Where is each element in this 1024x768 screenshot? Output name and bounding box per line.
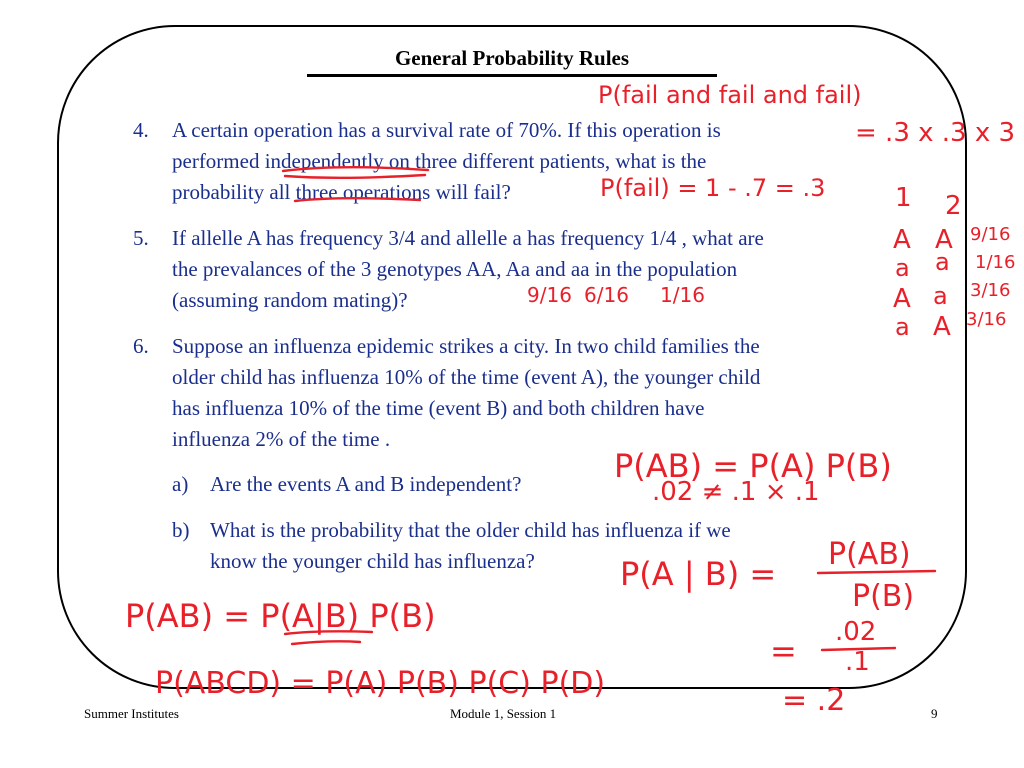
ink-cond-eq1: = (770, 632, 797, 670)
subitem-label-b: b) (172, 518, 190, 542)
item-number-5: 5. (133, 226, 149, 250)
ink-cond-result: = .2 (782, 683, 846, 718)
ink-q4-top: P(fail and fail and fail) (598, 81, 862, 109)
ink-col2: 2 (945, 191, 962, 221)
ink-cond-den: P(B) (852, 579, 915, 614)
ink-q4-product: = .3 x .3 x 3 (855, 118, 1016, 148)
q4-line-2: performed independently on three different patients, what is the (172, 149, 707, 173)
q5-line-1: If allelle A has frequency 3/4 and allelle a has frequency 1/4 , what are (172, 226, 764, 250)
q4-line-3: probability all three operations will fail? (172, 180, 511, 204)
ink-row1-a: A (893, 225, 911, 255)
q5-line-2: the prevalances of the 3 genotypes AA, Aa and aa in the population (172, 257, 738, 281)
q4-line-1: A certain operation has a survival rate of 70%. If this operation is (172, 118, 721, 142)
subitem-label-a: a) (172, 472, 189, 496)
ink-col1: 1 (895, 183, 912, 213)
q6-line-3: has influenza 10% of the time (event B) and both children have (172, 396, 705, 420)
ink-mult-rule: P(AB) = P(A|B) P(B) (125, 597, 436, 635)
q6-line-2: older child has influenza 10% of the time (event A), the younger child (172, 365, 761, 389)
ink-q4-pfail: P(fail) = 1 - .7 = .3 (600, 174, 826, 202)
q6a-line-1: Are the events A and B independent? (210, 472, 522, 496)
q6-line-1: Suppose an influenza epidemic strikes a city. In two child families the (172, 334, 760, 358)
ink-row1-b: A (935, 225, 953, 255)
ink-q5-frac3: 1/16 (660, 283, 705, 307)
item-number-6: 6. (133, 334, 149, 358)
ink-row4-b: A (933, 312, 951, 342)
item-number-4: 4. (133, 118, 149, 142)
footer-center: Module 1, Session 1 (450, 706, 557, 721)
ink-row4-a: a (895, 313, 910, 341)
q5-line-3: (assuming random mating)? (172, 288, 408, 312)
ink-cond-num: P(AB) (828, 537, 911, 572)
title-underline (307, 74, 717, 77)
q6b-line-1: What is the probability that the older child has influenza if we (210, 518, 731, 542)
ink-row2-frac: 1/16 (975, 252, 1016, 273)
ink-cond-val-den: .1 (845, 647, 870, 677)
ink-indep-eq: P(AB) = P(A) P(B) (614, 447, 892, 485)
q6-line-4: influenza 2% of the time . (172, 427, 391, 451)
ink-row3-a: A (893, 284, 911, 314)
ink-row3-b: a (933, 282, 948, 310)
q6b-line-2: know the younger child has influenza? (210, 549, 535, 573)
footer-left: Summer Institutes (84, 706, 179, 721)
ink-mult-rule4: P(ABCD) = P(A) P(B) P(C) P(D) (155, 666, 606, 701)
ink-row1-frac: 9/16 (970, 224, 1011, 245)
ink-q5-frac1: 9/16 (527, 283, 572, 307)
page-number: 9 (931, 706, 938, 721)
ink-indep-vals: .02 ≠ .1 × .1 (652, 477, 820, 507)
ink-row3-frac: 3/16 (970, 280, 1011, 301)
ink-cond-left: P(A | B) = (620, 555, 777, 593)
ink-row4-frac: 3/16 (966, 309, 1007, 330)
ink-q5-frac2: 6/16 (584, 283, 629, 307)
slide-title: General Probability Rules (394, 46, 630, 70)
ink-cond-val-num: .02 (835, 617, 877, 647)
ink-row2-a: a (895, 254, 910, 282)
ink-row2-b: a (935, 248, 950, 276)
